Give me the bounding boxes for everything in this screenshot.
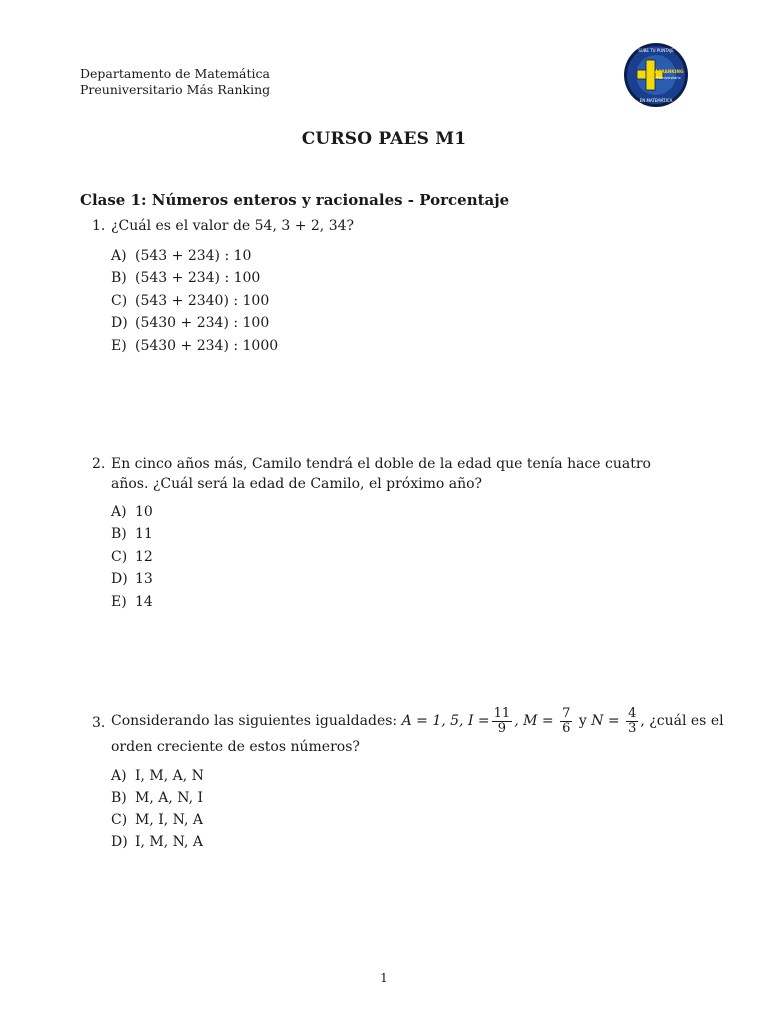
logo-top-text: SUBE TU PUNTAJE [638,48,674,53]
question-1-option-c: C) (543 + 2340) : 100 [111,293,270,309]
mas-ranking-logo [623,42,689,108]
question-1-option-d: D) (5430 + 234) : 100 [111,315,270,331]
question-2-option-d: D) 13 [111,571,153,587]
question-2-number: 2. [92,456,106,472]
question-3-option-a: A) I, M, A, N [111,768,204,784]
question-1-text: ¿Cuál es el valor de 54, 3 + 2, 34? [111,218,355,234]
question-1-number: 1. [92,218,106,234]
logo-brand-text: MÁSRANKING [650,70,684,75]
section-heading: Clase 1: Números enteros y racionales - Porcentaje [80,191,510,209]
document-title: CURSO PAES M1 [301,129,467,149]
question-2-text: En cinco años más, Camilo tendrá el doble de la edad que tenía hace cuatro años. ¿Cuál será la edad de Camilo, el próximo año? [111,456,651,492]
program-name: Preuniversitario Más Ranking [80,82,271,97]
question-1-option-e: E) (5430 + 234) : 1000 [111,338,279,354]
logo-bottom-text: EN MATEMÁTICA [639,98,673,103]
fraction-four-thirds: $\frac{4}{3}$ [628,705,637,736]
page-number: 1 [380,971,388,985]
question-2-option-e: E) 14 [111,594,153,610]
question-2-option-c: C) 12 [111,549,153,565]
logo-sub-text: Preuniversitario [655,76,681,80]
department-name: Departamento de Matemática [80,66,270,81]
equation-n-var: N = [591,713,620,729]
question-2-option-a: A) 10 [111,504,153,520]
question-3-option-d: D) I, M, N, A [111,834,204,850]
question-1-option-b: B) (543 + 234) : 100 [111,270,261,286]
question-3-text-line-2: orden creciente de estos números? [111,739,360,755]
equation-i-var: I = [467,713,490,729]
question-3-option-c: C) M, I, N, A [111,812,204,828]
question-3-text-line-1: Considerando las siguientes igualdades: A = 1, 5, I = $\frac{11}{9}$ , M = $\frac{7}{6}$ y N = $\frac{4}{3}$ , ¿cuál es el [111,705,724,736]
fraction-seven-sixths: $\frac{7}{6}$ [562,705,571,736]
fraction-eleven-ninths: $\frac{11}{9}$ [493,705,511,736]
question-3-option-b: B) M, A, N, I [111,790,204,806]
question-1-option-a: A) (543 + 234) : 10 [111,248,252,264]
question-3-number: 3. [92,715,106,731]
question-2-option-b: B) 11 [111,526,153,542]
equation-m-var: , M = [514,713,554,729]
equation-a: A = 1, 5, [401,713,464,729]
